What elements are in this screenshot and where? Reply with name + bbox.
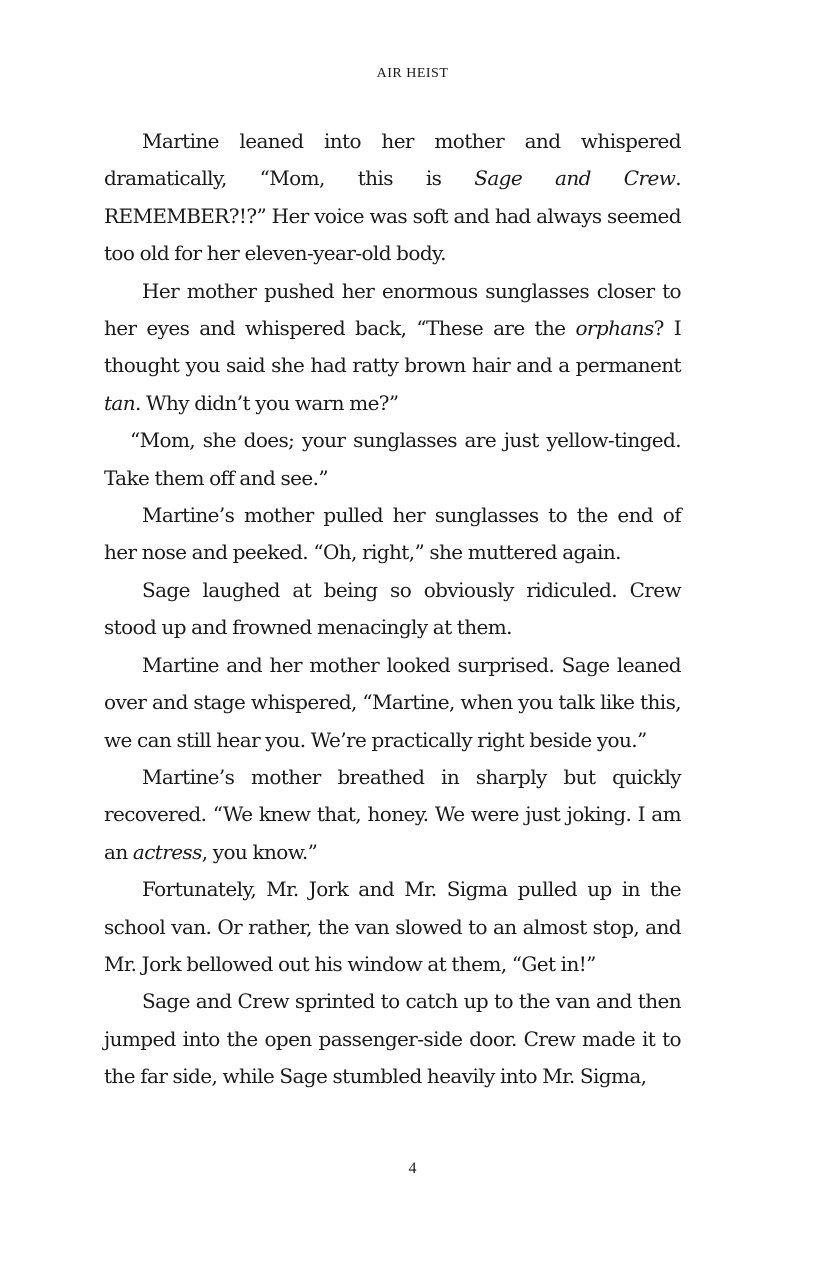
text-run: . REMEMBER?!?” Her voice was soft and had always seemed too old for her eleven-year-old body. xyxy=(104,166,681,266)
italic-text-run: orphans xyxy=(575,316,654,341)
page-number: 4 xyxy=(408,1160,417,1177)
italic-text-run: actress xyxy=(132,839,202,864)
text-run: Martine and her mother looked surprised. Sage leaned over and stage whispered, “Martine, when you talk like this, we can still hear you. We’re practically right beside you.” xyxy=(104,652,681,752)
text-run: Martine’s mother breathed in sharply but quickly recovered. “We knew that, honey. We were just joking. I am an xyxy=(104,764,681,864)
body-text xyxy=(104,123,681,1096)
text-run: , you know.” xyxy=(201,839,318,864)
italic-text-run: tan xyxy=(104,390,136,415)
text-run: ? I thought you said she had ratty brown hair and a permanent xyxy=(104,316,681,378)
text-run: . Why didn’t you warn me?” xyxy=(135,390,399,415)
italic-text-run: Sage and Crew xyxy=(474,166,676,191)
text-run: Sage and Crew sprinted to catch up to the van and then jumped into the open passenger-side door. Crew made it to the far side, while Sage stumbled heavily into Mr. Sigma, xyxy=(104,989,681,1089)
text-run: “Mom, she does; your sunglasses are just yellow-tinged. Take them off and see.” xyxy=(104,428,681,490)
text-run: Her mother pushed her enormous sunglasses closer to her eyes and whispered back, “These are the xyxy=(104,278,681,341)
paragraph xyxy=(104,497,681,572)
paragraph xyxy=(104,983,681,1095)
paragraph xyxy=(104,759,681,871)
paragraph xyxy=(104,647,681,759)
text-run: Sage laughed at being so obviously ridiculed. Crew stood up and frowned menacingly at them. xyxy=(104,577,681,640)
running-head: AIR HEIST xyxy=(376,66,449,81)
text-run: Fortunately, Mr. Jork and Mr. Sigma pulled up in the school van. Or rather, the van slowed to an almost stop, and Mr. Jork bellowed out his window at them, “Get in!” xyxy=(104,877,681,976)
text-run: Martine’s mother pulled her sunglasses to the end of her nose and peeked. “Oh, right,” she muttered again. xyxy=(104,503,681,565)
paragraph xyxy=(104,572,681,647)
paragraph xyxy=(104,422,681,497)
paragraph xyxy=(104,871,681,983)
paragraph xyxy=(104,273,681,423)
paragraph xyxy=(104,123,681,273)
text-run: Martine leaned into her mother and whispered dramatically, “Mom, this is xyxy=(104,129,681,191)
